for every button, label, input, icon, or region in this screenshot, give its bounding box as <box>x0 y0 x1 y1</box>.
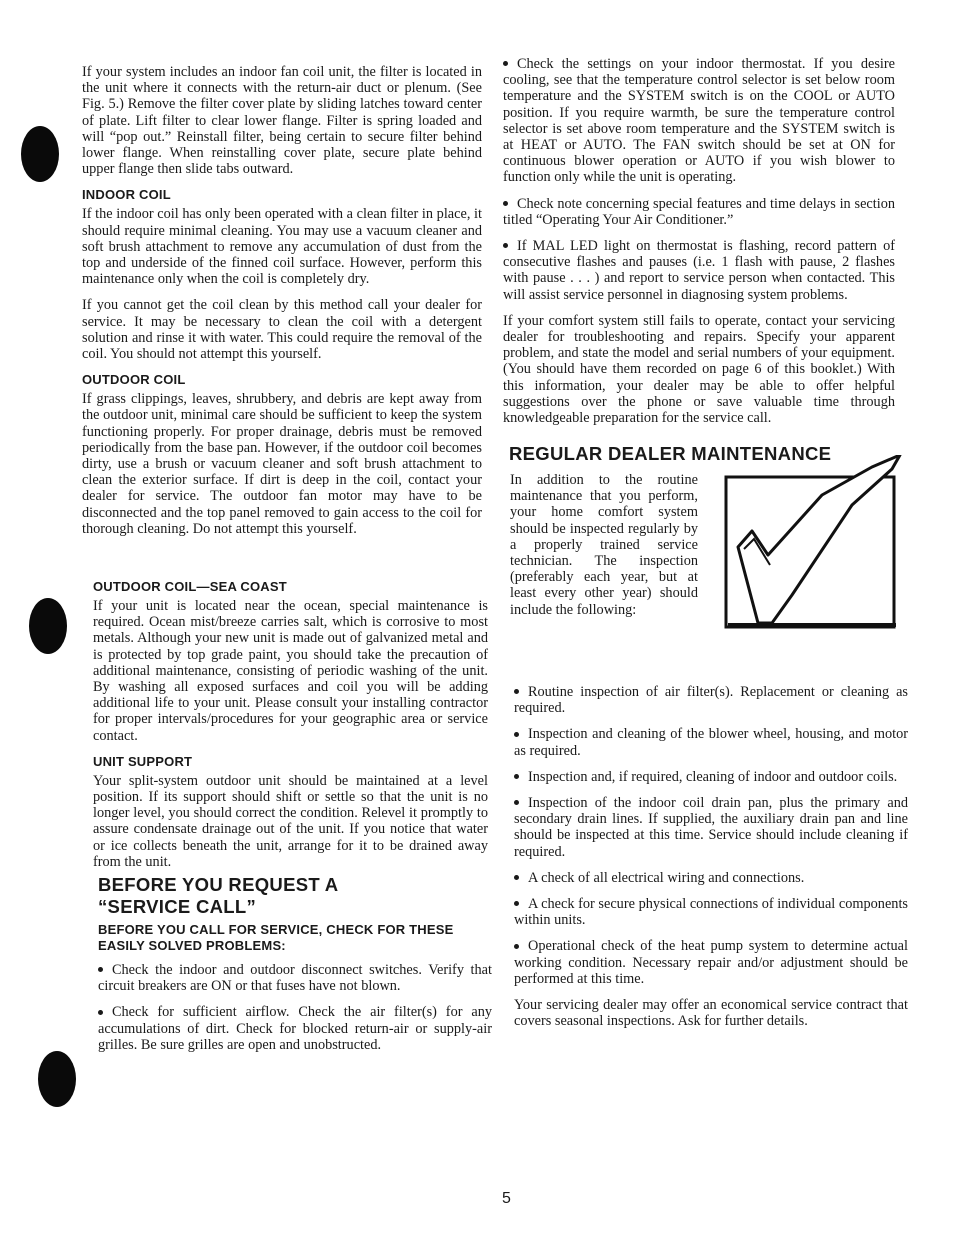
maintenance-bullet: Routine inspection of air filter(s). Replacement or cleaning as required. <box>514 684 908 717</box>
unit-support-paragraph: Your split-system outdoor unit should be maintained at a level position. If its support should shift or settle so that the unit is no longer level, you should correct the condition. Relevel it promptly to assure condensate drainage out of the unit. If you notice that water or ice collects beneath the unit, arrange for it to be drained away from the unit. <box>93 772 488 870</box>
page-number: 5 <box>502 1190 511 1207</box>
maintenance-bullet: Inspection and cleaning of the blower wheel, housing, and motor as required. <box>514 726 908 759</box>
regular-maintenance-intro-wrap <box>510 472 698 628</box>
contact-dealer-paragraph: If your comfort system still fails to operate, contact your servicing dealer for troubleshooting and repairs. Specify your apparent problem, and state the model and serial numbers of your equipment. (You should have them recorded on page 6 of this booklet.) With this information, your dealer may be able to offer helpful suggestions over the phone or save valuable time through knowledgeable preparation for the service call. <box>503 312 895 427</box>
bullet-dot <box>514 774 519 779</box>
indoor-coil-paragraph: If you cannot get the coil clean by this method call your dealer for service. It may be necessary to clean the coil with a detergent solution and rinse it with water. This could require the removal of the coil. You should not attempt this yourself. <box>82 297 482 363</box>
maintenance-bullet: A check of all electrical wiring and connections. <box>514 870 908 886</box>
bullet-dot <box>514 875 519 880</box>
bullet-dot <box>503 201 508 206</box>
bullet-dot <box>98 1010 103 1015</box>
bullet-dot <box>503 61 508 66</box>
outdoor-coil-heading: OUTDOOR COIL <box>82 372 186 388</box>
sea-coast-paragraph: If your unit is located near the ocean, special maintenance is required. Ocean mist/breeze carries salt, which is corrosive to most metals. Although your new unit is made out of galvanized metal and is protected by top grade paint, you should take the precaution of additional maintenance, consisting of periodic washing of the unit. By washing all exposed surfaces and coil you will be adding additional life to your unit. Please consult your installing contractor for proper intervals/procedures for your geographic area or service contact. <box>93 598 488 744</box>
left-column-lower <box>93 577 488 880</box>
maintenance-bullet: Inspection and, if required, cleaning of indoor and outdoor coils. <box>514 769 908 785</box>
binder-hole-top <box>21 126 59 182</box>
thermostat-bullet: Check the settings on your indoor thermostat. If you desire cooling, see that the temperature control selector is set below room temperature and the SYSTEM switch is on the COOL or AUTO position. If you require warmth, be sure the temperature control selector is set above room temperature and the SYSTEM switch is at HEAT or AUTO. The FAN switch should be set at ON for continuous blower operation or AUTO if you wish blower to function only while the unit is operating. <box>503 56 895 186</box>
unit-support-heading: UNIT SUPPORT <box>93 753 193 769</box>
sea-coast-heading: OUTDOOR COIL—SEA COAST <box>93 579 287 594</box>
maintenance-bullet: Operational check of the heat pump system to determine actual working condition. Necessary repair and/or adjustment should be performed at this time. <box>514 938 908 987</box>
regular-maintenance-list <box>514 684 908 1039</box>
binder-hole-middle <box>29 598 67 654</box>
checkmark-box-figure <box>722 455 902 631</box>
mal-led-bullet: If MAL LED light on thermostat is flashing, record pattern of consecutive flashes and pauses (i.e. 1 flash with pause, 2 flashes with pause . . . ) and report to service person when contacted. This will assist service personnel in diagnosing system problems. <box>503 238 895 303</box>
maintenance-bullet: A check for secure physical connections of individual components within units. <box>514 896 908 929</box>
service-call-heading-line2: “SERVICE CALL” <box>98 896 257 917</box>
checkmark-box-icon <box>722 455 902 631</box>
bullet-dot <box>98 967 103 972</box>
regular-maintenance-intro: In addition to the routine maintenance that you perform, your home comfort system should be inspected regularly by a properly trained service technician. The inspection (preferably each year, but at least every other year) should include the following: <box>510 472 698 618</box>
left-column <box>82 64 482 547</box>
service-call-bullet: Check for sufficient airflow. Check the air filter(s) for any accumulations of dirt. Check for blocked return-air or supply-air grilles. Be sure grilles are open and unobstructed. <box>98 1004 492 1053</box>
regular-maintenance-heading: REGULAR DEALER MAINTENANCE <box>509 443 832 464</box>
right-column <box>503 56 895 436</box>
indoor-coil-heading: INDOOR COIL <box>82 187 171 203</box>
outdoor-coil-paragraph: If grass clippings, leaves, shrubbery, and debris are kept away from the outdoor unit, minimal care should be sufficient to keep the system functioning properly. For proper drainage, debris must be removed periodically from the base pan. However, if the outdoor coil becomes dirty, use a brush or vacuum cleaner and soft brush attachment to clean the exterior surface. If dirt is deep in the coil, contact your dealer for service. The outdoor fan motor may have to be disconnected and the top panel removed to gain access to the coil for thorough cleaning. Do not attempt this yourself. <box>82 391 482 537</box>
indoor-coil-paragraph: If the indoor coil has only been operated with a clean filter in place, it should require minimal cleaning. You may use a vacuum cleaner and soft brush attachment to remove any accumulation of dust from the top and underside of the finned coil surface. However, perform this maintenance only when the coil is completely dry. <box>82 206 482 288</box>
bullet-dot <box>514 689 519 694</box>
bullet-dot <box>514 901 519 906</box>
maintenance-bullet: Inspection of the indoor coil drain pan, plus the primary and secondary drain lines. If supplied, the auxiliary drain pan and line should be inspected at this time. Service should include cleaning if required. <box>514 795 908 860</box>
binder-hole-bottom <box>38 1051 76 1107</box>
bullet-dot <box>503 243 508 248</box>
service-call-bullet: Check the indoor and outdoor disconnect switches. Verify that circuit breakers are ON or that fuses have not blown. <box>98 962 492 995</box>
bullet-dot <box>514 944 519 949</box>
service-call-heading-line1: BEFORE YOU REQUEST A <box>98 874 339 895</box>
filter-paragraph: If your system includes an indoor fan coil unit, the filter is located in the unit where it connects with the return-air duct or plenum. (See Fig. 5.) Remove the filter cover plate by sliding latches toward center of plate. Lift filter to clear lower flange. Filter is spring loaded and will “pop out.” Reinstall filter, being certain to secure filter behind lower flange. When reinstalling cover plate, secure plate behind upper flange then slide tabs outward. <box>82 64 482 178</box>
service-call-subheading: BEFORE YOU CALL FOR SERVICE, CHECK FOR THESE EASILY SOLVED PROBLEMS: <box>98 922 454 953</box>
features-bullet: Check note concerning special features and time delays in section titled “Operating Your Air Conditioner.” <box>503 195 895 228</box>
bullet-dot <box>514 732 519 737</box>
service-contract-paragraph: Your servicing dealer may offer an economical service contract that covers seasonal inspections. Ask for further details. <box>514 997 908 1030</box>
service-call-section <box>98 874 492 1063</box>
bullet-dot <box>514 800 519 805</box>
